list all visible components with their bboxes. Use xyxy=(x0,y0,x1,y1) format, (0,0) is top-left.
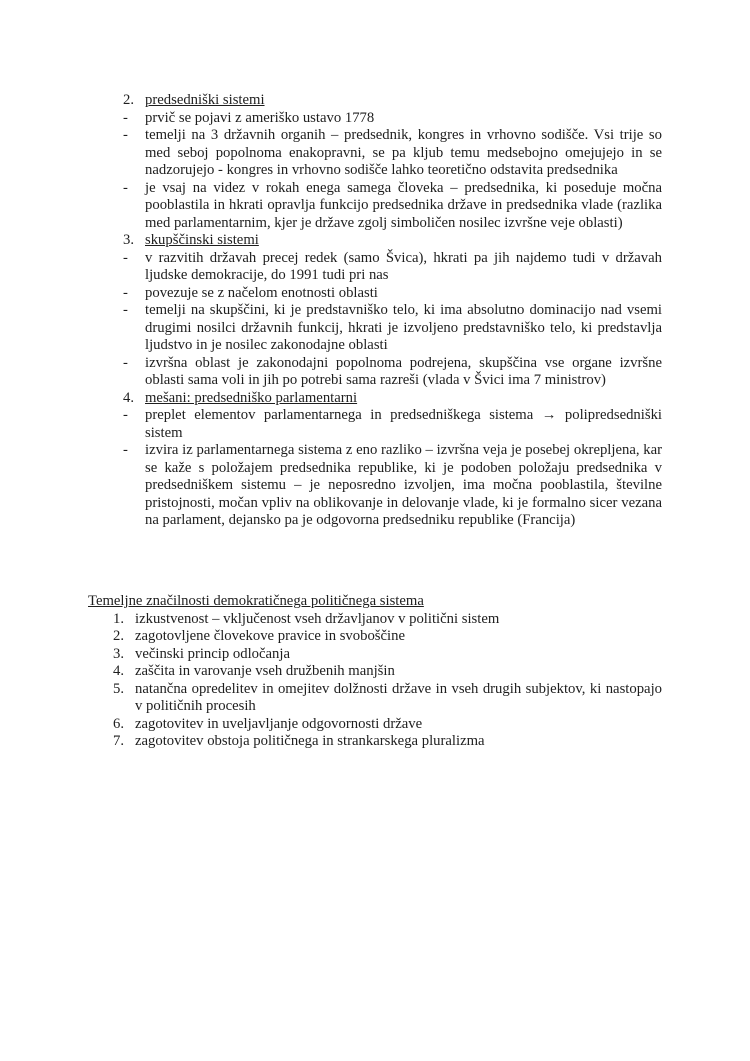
political-systems-outline xyxy=(123,92,662,530)
item-marker: - xyxy=(123,109,128,126)
feature-item xyxy=(113,646,662,664)
outline-item-heading xyxy=(123,232,662,250)
outline-bullet xyxy=(123,110,662,128)
item-text: temelji na skupščini, ki je predstavniško telo, ki ima absolutno dominacijo nad vsemi drugimi nosilci državnih funkcij, hkrati je izvoljeno predstavniško telo, ki predstavlja ljudstvo in je nosilec zakonodajne oblasti xyxy=(145,302,662,353)
item-marker: 2. xyxy=(113,628,125,644)
item-text: temelji na 3 državnih organih – predsednik, kongres in vrhovno sodišče. Vsi trije so med seboj popolnoma enakopravni, se pa kljub temu medsebojno omejujejo in se nadzorujejo - kongres in vrhovno sodišče lahko teoretično odstavita predsednika xyxy=(145,127,662,178)
outline-item-heading xyxy=(123,92,662,110)
item-marker: 4. xyxy=(113,663,125,679)
item-text: zaščita in varovanje vseh družbenih manjšin xyxy=(135,663,395,679)
item-marker: - xyxy=(123,442,128,458)
item-text: je vsaj na videz v rokah enega samega človeka – predsednika, ki poseduje močna pooblastila in hkrati opravlja funkcijo predsednika države in predsednika vlade (razlika med parlamentarnim, kjer je države zgolj simboličen nosilec izvršne veje oblasti) xyxy=(145,179,662,231)
feature-item xyxy=(113,663,662,681)
item-text: zagotovljene človekove pravice in svoboščine xyxy=(135,628,405,644)
item-marker: 1. xyxy=(113,610,125,627)
section-heading: Temeljne značilnosti demokratičnega političnega sistema xyxy=(88,593,424,609)
feature-item xyxy=(113,628,662,646)
item-marker: 3. xyxy=(123,232,135,248)
item-text: zagotovitev obstoja političnega in strankarskega pluralizma xyxy=(135,733,485,749)
feature-item xyxy=(113,681,662,716)
item-marker: - xyxy=(123,127,128,143)
item-marker: 7. xyxy=(113,733,125,749)
item-title: skupščinski sistemi xyxy=(145,232,259,248)
item-text: izkustvenost – vključenost vseh državljanov v politični sistem xyxy=(135,610,500,627)
item-marker: - xyxy=(123,302,128,318)
item-text: prvič se pojavi z ameriško ustavo 1778 xyxy=(145,109,375,126)
democratic-features-section xyxy=(88,593,662,751)
item-marker: 2. xyxy=(123,92,135,108)
item-marker: 3. xyxy=(113,645,125,662)
feature-item xyxy=(113,716,662,734)
outline-bullet xyxy=(123,407,662,442)
feature-item xyxy=(113,733,662,751)
item-text: povezuje se z načelom enotnosti oblasti xyxy=(145,284,378,301)
features-list xyxy=(113,611,662,751)
item-text: natančna opredelitev in omejitev dolžnosti države in vseh drugih subjektov, ki nastopajo v političnih procesih xyxy=(135,680,662,714)
outline-bullet xyxy=(123,127,662,180)
outline-bullet xyxy=(123,302,662,355)
item-marker: - xyxy=(123,179,128,196)
item-marker: 6. xyxy=(113,715,125,732)
item-text: izvira iz parlamentarnega sistema z eno razliko – izvršna veja je posebej okrepljena, kar se kaže s položajem predsednika republike, ki je podoben položaju predsednika v predsedniškem sistemu – je neposredno izvoljen, ima močna pooblastila, številne pristojnosti, močan vpliv na oblikovanje in delovanje vlade, ki je formalno sicer vezana na parlament, dejansko pa je odgovorna predsedniku republike (Francija) xyxy=(145,442,662,528)
item-text: večinski princip odločanja xyxy=(135,645,290,662)
item-marker: - xyxy=(123,249,128,266)
item-marker: 4. xyxy=(123,389,135,406)
item-text: v razvitih državah precej redek (samo Švica), hkrati pa jih najdemo tudi v državah ljudske demokracije, do 1991 tudi pri nas xyxy=(145,249,662,283)
outline-bullet xyxy=(123,180,662,233)
outline-bullet xyxy=(123,250,662,285)
item-marker: - xyxy=(123,354,128,371)
item-text: izvršna oblast je zakonodajni popolnoma podrejena, skupščina vse organe izvršne oblasti sama voli in jih po potrebi sama razreši (vlada v Švici ima 7 ministrov) xyxy=(145,354,662,388)
feature-item xyxy=(113,611,662,629)
item-title: predsedniški sistemi xyxy=(145,92,265,108)
outline-item-heading xyxy=(123,390,662,408)
item-text: zagotovitev in uveljavljanje odgovornosti države xyxy=(135,715,423,732)
outline-bullet xyxy=(123,285,662,303)
item-text: preplet elementov parlamentarnega in predsedniškega sistema → polipredsedniški sistem xyxy=(145,407,662,441)
outline-bullet xyxy=(123,442,662,530)
outline-bullet xyxy=(123,355,662,390)
item-title: mešani: predsedniško parlamentarni xyxy=(145,389,358,406)
item-marker: - xyxy=(123,284,128,301)
item-marker: - xyxy=(123,407,128,423)
item-marker: 5. xyxy=(113,680,125,697)
